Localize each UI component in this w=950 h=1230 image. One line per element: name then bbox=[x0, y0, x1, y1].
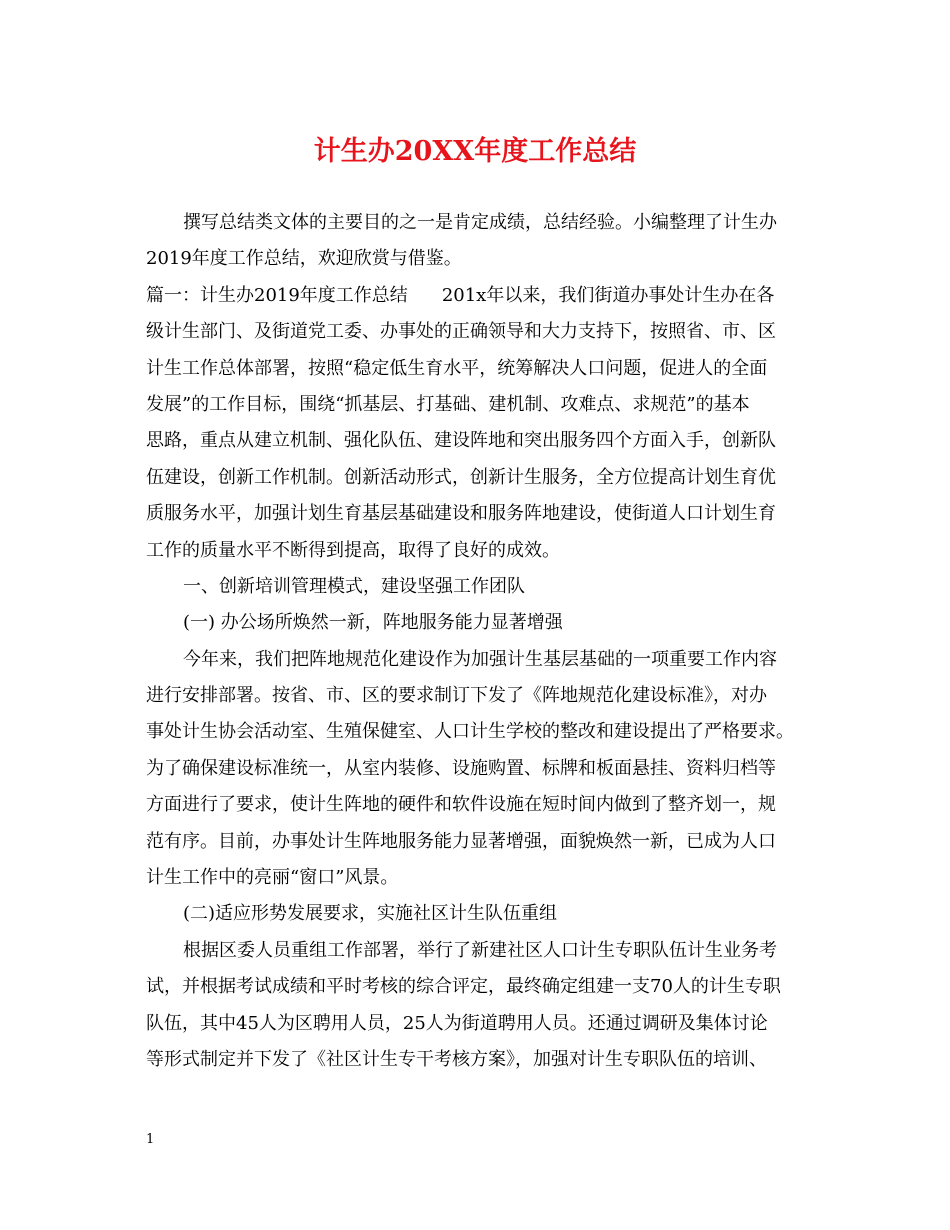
section-heading: 一、创新培训管理模式，建设坚强工作团队 bbox=[183, 575, 525, 597]
text-line: 思路，重点从建立机制、强化队伍、建设阵地和突出服务四个方面入手，创新队 bbox=[146, 430, 776, 452]
text-line: 等形式制定并下发了《社区计生专干考核方案》，加强对计生专职队伍的培训、 bbox=[146, 1048, 767, 1070]
text-line: 事处计生协会活动室、生殖保健室、人口计生学校的整改和建设提出了严格要求。 bbox=[146, 721, 794, 743]
subsection-heading: (一) 办公场所焕然一新，阵地服务能力显著增强 bbox=[183, 612, 563, 634]
text-line: 进行安排部署。按省、市、区的要求制订下发了《阵地规范化建设标准》，对办 bbox=[146, 685, 767, 707]
text-line: 今年来，我们把阵地规范化建设作为加强计生基层基础的一项重要工作内容 bbox=[183, 648, 777, 670]
text-line: 工作的质量水平不断得到提高，取得了良好的成效。 bbox=[146, 539, 560, 561]
text-line: 根据区委人员重组工作部署，举行了新建社区人口计生专职队伍计生业务考 bbox=[183, 939, 777, 961]
text-line: 方面进行了要求，使计生阵地的硬件和软件设施在短时间内做到了整齐划一，规 bbox=[146, 794, 776, 816]
text-line: 撰写总结类文体的主要目的之一是肯定成绩，总结经验。小编整理了计生办 bbox=[183, 212, 777, 233]
text-line: 计生工作中的亮丽“窗口”风景。 bbox=[146, 867, 399, 889]
text-line: 试，并根据考试成绩和平时考核的综合评定，最终确定组建一支70人的计生专职 bbox=[146, 976, 781, 998]
page-number: 1 bbox=[146, 1132, 155, 1147]
text-line: 质服务水平，加强计划生育基层基础建设和服务阵地建设，使街道人口计划生育 bbox=[146, 503, 776, 525]
text-line: 计生工作总体部署，按照“稳定低生育水平，统筹解决人口问题，促进人的全面 bbox=[146, 357, 768, 379]
document-title: 计生办20XX年度工作总结 bbox=[313, 136, 637, 167]
text-line: 2019年度工作总结，欢迎欣赏与借鉴。 bbox=[146, 248, 462, 270]
document-body bbox=[146, 205, 806, 1078]
text-line: 伍建设，创新工作机制。创新活动形式，创新计生服务，全方位提高计划生育优 bbox=[146, 466, 776, 488]
text-line: 队伍，其中45人为区聘用人员，25人为街道聘用人员。还通过调研及集体讨论 bbox=[146, 1012, 768, 1034]
text-line: 级计生部门、及街道党工委、办事处的正确领导和大力支持下，按照省、市、区 bbox=[146, 321, 776, 343]
section-heading: 篇一：计生办2019年度工作总结 bbox=[146, 284, 408, 306]
text-line: 发展”的工作目标，围绕“抓基层、打基础、建机制、攻难点、求规范”的基本 bbox=[146, 393, 750, 415]
text-line: 范有序。目前，办事处计生阵地服务能力显著增强，面貌焕然一新，已成为人口 bbox=[146, 830, 776, 852]
text-line: 为了确保建设标准统一，从室内装修、设施购置、标牌和板面悬挂、资料归档等 bbox=[146, 757, 776, 779]
text-line-combined bbox=[146, 278, 806, 314]
subsection-heading: (二)适应形势发展要求，实施社区计生队伍重组 bbox=[183, 903, 558, 925]
text-segment: 201x年以来，我们街道办事处计生办在各 bbox=[441, 284, 775, 306]
